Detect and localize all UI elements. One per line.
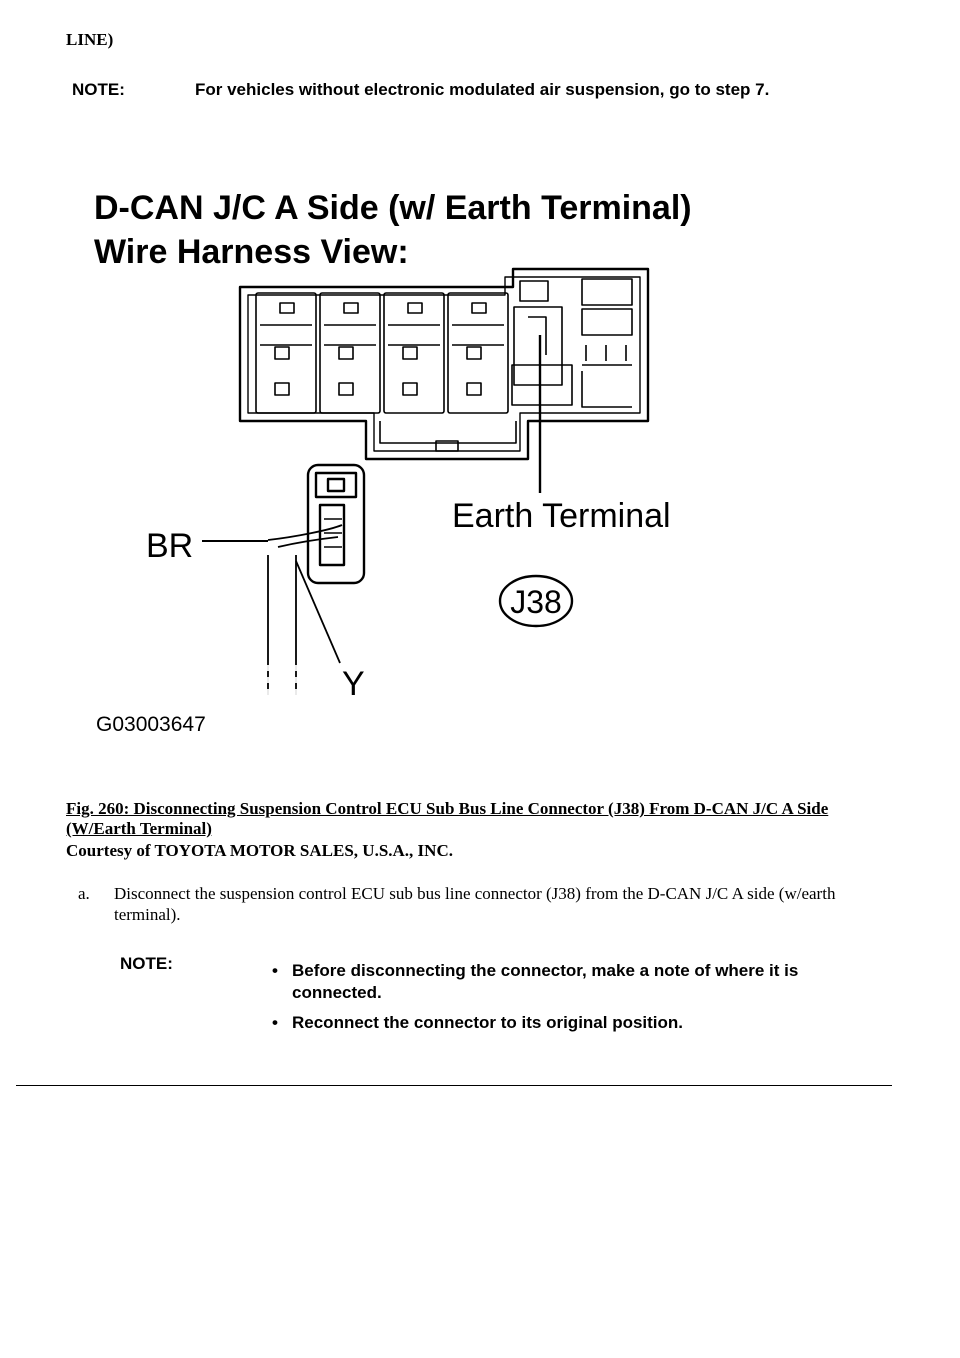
page-divider	[16, 1085, 892, 1086]
note-label: NOTE:	[120, 954, 173, 973]
bullet-icon: •	[272, 961, 278, 980]
step-letter: a.	[78, 884, 90, 903]
section-heading-fragment: LINE)	[66, 30, 114, 49]
connector-id-label: J38	[510, 584, 562, 620]
diagram-title-line1: D-CAN J/C A Side (w/ Earth Terminal)	[94, 189, 692, 227]
figure-courtesy: Courtesy of TOYOTA MOTOR SALES, U.S.A., INC.	[66, 841, 453, 860]
connector-diagram	[80, 175, 700, 745]
connector-id-badge	[500, 576, 572, 626]
harness-plug-drawing	[202, 465, 364, 695]
junction-connector-drawing	[240, 269, 648, 493]
list-item-text: Reconnect the connector to its original position.	[292, 1013, 684, 1032]
note-text: For vehicles without electronic modulated air suspension, go to step 7.	[195, 80, 770, 99]
list-item-text: Before disconnecting the connector, make a note of where it is connected.	[292, 961, 799, 1002]
list-item	[270, 1012, 890, 1034]
wire-color-y-label: Y	[342, 665, 365, 703]
diagram-title-line2: Wire Harness View:	[94, 233, 409, 271]
earth-terminal-label: Earth Terminal	[452, 497, 671, 535]
bullet-icon: •	[272, 1013, 278, 1032]
note-label: NOTE:	[72, 80, 125, 99]
step-text: Disconnect the suspension control ECU sub bus line connector (J38) from the D-CAN J/C A side (w/earth terminal).	[114, 884, 836, 924]
figure-caption: Fig. 260: Disconnecting Suspension Control ECU Sub Bus Line Connector (J38) From D-CAN J/C A Side (W/Earth Terminal)	[66, 799, 829, 838]
figure-code: G03003647	[96, 713, 206, 736]
note-bullet-list	[270, 960, 890, 1042]
list-item	[270, 960, 890, 1004]
wire-color-br-label: BR	[146, 527, 194, 565]
